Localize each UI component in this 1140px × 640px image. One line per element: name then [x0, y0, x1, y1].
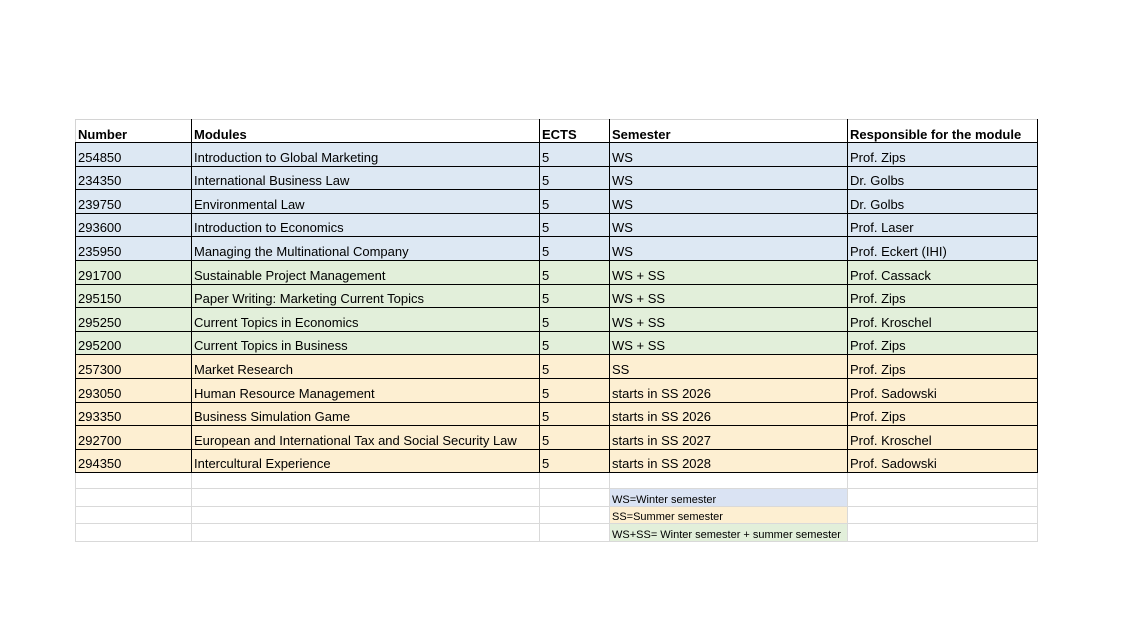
empty-cell[interactable] — [540, 489, 610, 507]
table-row — [76, 449, 1038, 473]
cell-number[interactable]: 293050 — [76, 378, 192, 402]
cell-number[interactable]: 294350 — [76, 449, 192, 473]
cell-module[interactable]: Business Simulation Game — [192, 402, 540, 426]
cell-semester[interactable]: WS — [610, 213, 848, 237]
cell-ects[interactable]: 5 — [540, 284, 610, 308]
cell-number[interactable]: 257300 — [76, 355, 192, 379]
empty-cell[interactable] — [610, 473, 848, 489]
table-row — [76, 143, 1038, 167]
table-row — [76, 355, 1038, 379]
cell-responsible[interactable]: Dr. Golbs — [848, 166, 1038, 190]
cell-number[interactable]: 295200 — [76, 331, 192, 355]
cell-ects[interactable]: 5 — [540, 237, 610, 261]
cell-module[interactable]: Intercultural Experience — [192, 449, 540, 473]
empty-cell[interactable] — [76, 524, 192, 542]
cell-semester[interactable]: WS + SS — [610, 260, 848, 284]
header-number[interactable]: Number — [76, 120, 192, 143]
table-row — [76, 237, 1038, 261]
table-row — [76, 426, 1038, 450]
cell-responsible[interactable]: Dr. Golbs — [848, 190, 1038, 214]
cell-semester[interactable]: WS — [610, 190, 848, 214]
empty-cell[interactable] — [192, 524, 540, 542]
empty-cell[interactable] — [192, 473, 540, 489]
cell-ects[interactable]: 5 — [540, 143, 610, 167]
cell-responsible[interactable]: Prof. Kroschel — [848, 308, 1038, 332]
cell-module[interactable]: Current Topics in Economics — [192, 308, 540, 332]
module-table — [75, 119, 1038, 542]
cell-number[interactable]: 292700 — [76, 426, 192, 450]
legend-ws-ss[interactable]: WS+SS= Winter semester + summer semester — [610, 524, 848, 542]
table-row — [76, 190, 1038, 214]
cell-semester[interactable]: starts in SS 2026 — [610, 402, 848, 426]
cell-number[interactable]: 254850 — [76, 143, 192, 167]
cell-responsible[interactable]: Prof. Kroschel — [848, 426, 1038, 450]
cell-responsible[interactable]: Prof. Eckert (IHI) — [848, 237, 1038, 261]
empty-cell[interactable] — [540, 524, 610, 542]
cell-responsible[interactable]: Prof. Zips — [848, 143, 1038, 167]
cell-semester[interactable]: WS + SS — [610, 308, 848, 332]
header-semester[interactable]: Semester — [610, 120, 848, 143]
cell-ects[interactable]: 5 — [540, 355, 610, 379]
empty-cell[interactable] — [192, 489, 540, 507]
cell-module[interactable]: Sustainable Project Management — [192, 260, 540, 284]
cell-number[interactable]: 291700 — [76, 260, 192, 284]
cell-ects[interactable]: 5 — [540, 213, 610, 237]
cell-responsible[interactable]: Prof. Zips — [848, 355, 1038, 379]
cell-module[interactable]: Current Topics in Business — [192, 331, 540, 355]
cell-ects[interactable]: 5 — [540, 426, 610, 450]
cell-semester[interactable]: WS — [610, 166, 848, 190]
legend-ws[interactable]: WS=Winter semester — [610, 489, 848, 507]
cell-ects[interactable]: 5 — [540, 378, 610, 402]
cell-ects[interactable]: 5 — [540, 402, 610, 426]
empty-cell[interactable] — [192, 506, 540, 524]
table-row — [76, 331, 1038, 355]
cell-module[interactable]: Introduction to Global Marketing — [192, 143, 540, 167]
cell-semester[interactable]: starts in SS 2028 — [610, 449, 848, 473]
empty-row — [76, 473, 1038, 489]
table-row — [76, 402, 1038, 426]
empty-cell[interactable] — [76, 489, 192, 507]
empty-cell[interactable] — [848, 489, 1038, 507]
legend-ss[interactable]: SS=Summer semester — [610, 506, 848, 524]
cell-semester[interactable]: WS + SS — [610, 284, 848, 308]
cell-semester[interactable]: starts in SS 2026 — [610, 378, 848, 402]
header-responsible[interactable]: Responsible for the module — [848, 120, 1038, 143]
cell-responsible[interactable]: Prof. Sadowski — [848, 449, 1038, 473]
cell-number[interactable]: 234350 — [76, 166, 192, 190]
cell-module[interactable]: Environmental Law — [192, 190, 540, 214]
cell-ects[interactable]: 5 — [540, 308, 610, 332]
cell-module[interactable]: European and International Tax and Social Security Law — [192, 426, 540, 450]
table-row — [76, 308, 1038, 332]
cell-ects[interactable]: 5 — [540, 190, 610, 214]
table-row — [76, 260, 1038, 284]
cell-module[interactable]: Market Research — [192, 355, 540, 379]
cell-semester[interactable]: WS — [610, 143, 848, 167]
empty-cell[interactable] — [540, 506, 610, 524]
empty-cell[interactable] — [848, 473, 1038, 489]
empty-cell[interactable] — [848, 506, 1038, 524]
cell-number[interactable]: 293350 — [76, 402, 192, 426]
cell-ects[interactable]: 5 — [540, 449, 610, 473]
cell-module[interactable]: Human Resource Management — [192, 378, 540, 402]
cell-semester[interactable]: starts in SS 2027 — [610, 426, 848, 450]
cell-ects[interactable]: 5 — [540, 260, 610, 284]
cell-responsible[interactable]: Prof. Sadowski — [848, 378, 1038, 402]
legend-row — [76, 489, 1038, 507]
cell-module[interactable]: Managing the Multinational Company — [192, 237, 540, 261]
cell-number[interactable]: 239750 — [76, 190, 192, 214]
header-row — [76, 120, 1038, 143]
table-row — [76, 378, 1038, 402]
cell-module[interactable]: Paper Writing: Marketing Current Topics — [192, 284, 540, 308]
cell-semester[interactable]: WS + SS — [610, 331, 848, 355]
empty-cell[interactable] — [76, 473, 192, 489]
cell-number[interactable]: 235950 — [76, 237, 192, 261]
empty-cell[interactable] — [540, 473, 610, 489]
table-row — [76, 213, 1038, 237]
cell-module[interactable]: Introduction to Economics — [192, 213, 540, 237]
cell-number[interactable]: 295150 — [76, 284, 192, 308]
cell-semester[interactable]: WS — [610, 237, 848, 261]
legend-row — [76, 524, 1038, 542]
cell-ects[interactable]: 5 — [540, 331, 610, 355]
legend-row — [76, 506, 1038, 524]
table-row — [76, 284, 1038, 308]
empty-cell[interactable] — [848, 524, 1038, 542]
cell-ects[interactable]: 5 — [540, 166, 610, 190]
cell-responsible[interactable]: Prof. Zips — [848, 331, 1038, 355]
empty-cell[interactable] — [76, 506, 192, 524]
cell-number[interactable]: 293600 — [76, 213, 192, 237]
cell-number[interactable]: 295250 — [76, 308, 192, 332]
table-row — [76, 166, 1038, 190]
cell-semester[interactable]: SS — [610, 355, 848, 379]
cell-responsible[interactable]: Prof. Zips — [848, 402, 1038, 426]
header-ects[interactable]: ECTS — [540, 120, 610, 143]
cell-responsible[interactable]: Prof. Cassack — [848, 260, 1038, 284]
cell-responsible[interactable]: Prof. Zips — [848, 284, 1038, 308]
cell-module[interactable]: International Business Law — [192, 166, 540, 190]
cell-responsible[interactable]: Prof. Laser — [848, 213, 1038, 237]
header-modules[interactable]: Modules — [192, 120, 540, 143]
